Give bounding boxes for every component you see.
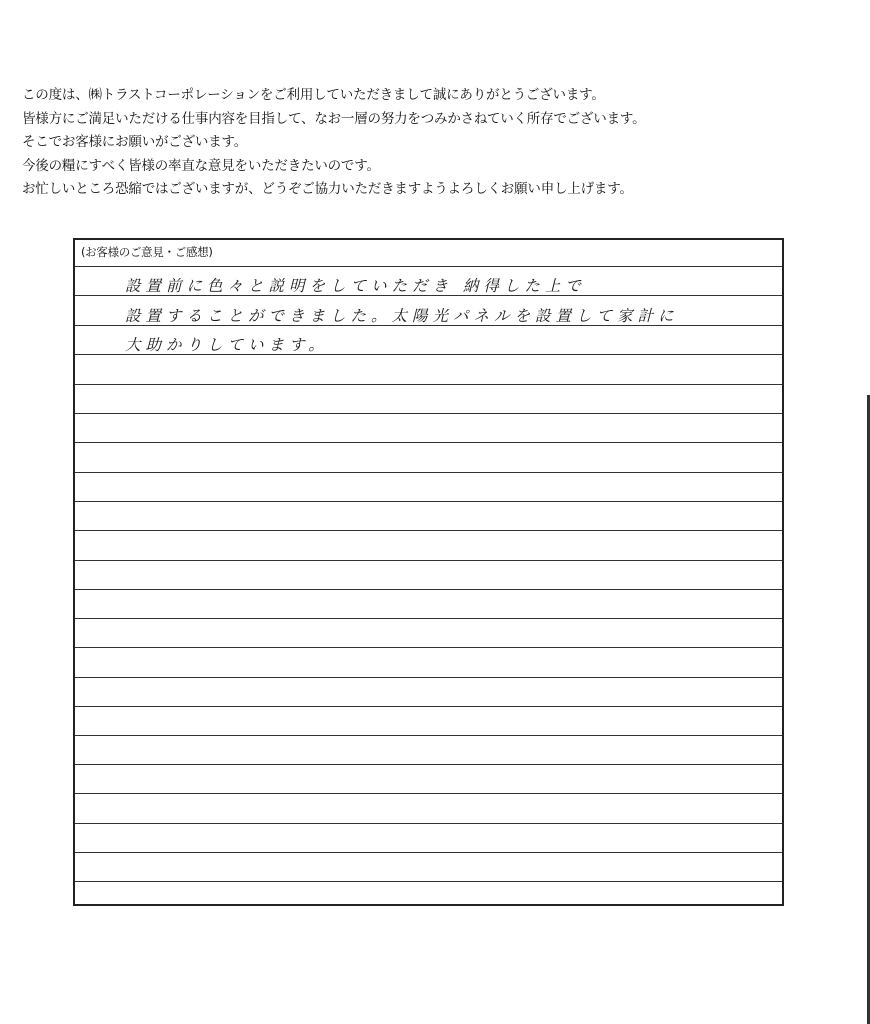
handwritten-line-3: 大助かりしています。 (125, 336, 329, 354)
ruled-line (75, 764, 782, 765)
ruled-line (75, 442, 782, 443)
ruled-line (75, 530, 782, 531)
ruled-line (75, 881, 782, 882)
ruled-line (75, 706, 782, 707)
ruled-line (75, 413, 782, 414)
ruled-line (75, 472, 782, 473)
ruled-line (75, 618, 782, 619)
ruled-line (75, 560, 782, 561)
ruled-line (75, 384, 782, 385)
ruled-line (75, 793, 782, 794)
intro-line-3: そこでお客様にお願いがございます。 (22, 134, 248, 150)
ruled-line (75, 852, 782, 853)
ruled-line (75, 266, 782, 267)
intro-line-5: お忙しいところ恐縮ではございますが、どうぞご協力いただきますようよろしくお願い申し上げます。 (22, 181, 633, 197)
handwritten-line-1: 設置前に色々と説明をしていただき 納得した上で (125, 277, 586, 295)
ruled-line (75, 735, 782, 736)
ruled-line (75, 501, 782, 502)
intro-line-4: 今後の糧にすべく皆様の率直な意見をいただきたいのです。 (22, 157, 380, 174)
handwritten-line-2: 設置することができました。太陽光パネルを設置して家計に (125, 307, 679, 325)
feedback-box (73, 238, 784, 906)
intro-line-1: この度は、㈱トラストコーポレーションをご利用していただきまして誠にありがとうございます。 (22, 87, 605, 103)
intro-line-2: 皆様方にご満足いただける仕事内容を目指して、なお一層の努力をつみかさねていく所存でございます。 (22, 110, 646, 127)
ruled-line (75, 589, 782, 590)
ruled-line (75, 647, 782, 648)
ruled-line (75, 677, 782, 678)
ruled-line (75, 823, 782, 824)
feedback-label: (お客様のご意見・ご感想) (81, 245, 213, 259)
intro-text (22, 84, 842, 202)
